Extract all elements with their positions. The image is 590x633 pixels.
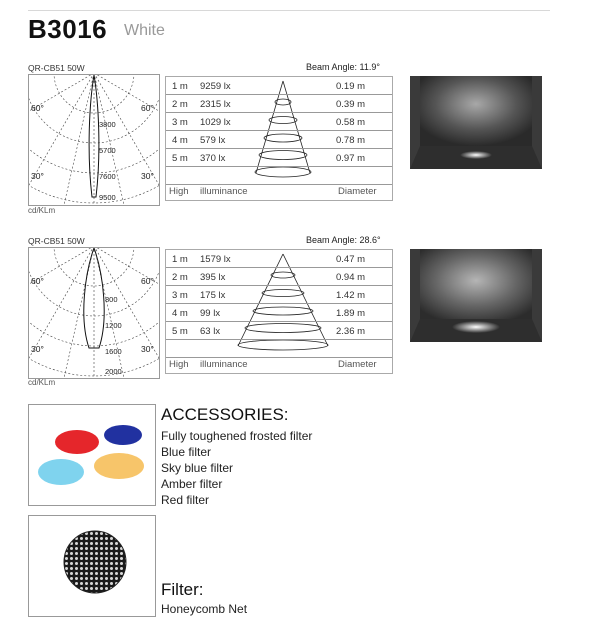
model-number: B3016: [28, 14, 108, 44]
diameter-value: 1.42 m: [336, 290, 366, 301]
finish-color: White: [124, 22, 165, 39]
filter-name: Honeycomb Net: [161, 602, 248, 616]
beam-angle: Beam Angle: 11.9°: [306, 62, 380, 72]
ring-label: 1600: [105, 347, 122, 356]
illuminance-value: 99 lx: [200, 308, 221, 319]
distance: 2 m: [172, 272, 188, 283]
diameter-value: 0.47 m: [336, 254, 366, 265]
polar-curve-graphic: [29, 248, 159, 378]
list-item: Sky blue filter: [161, 461, 234, 475]
row-rule: [166, 130, 392, 131]
list-item: Red filter: [161, 493, 210, 507]
row-rule: [166, 166, 392, 167]
row-rule: [166, 112, 392, 113]
angle-label-left-60: 60°: [31, 103, 44, 113]
illuminance-table: [165, 249, 393, 374]
angle-label-left-30: 30°: [31, 344, 44, 354]
distance: 1 m: [172, 254, 188, 265]
distance: 4 m: [172, 308, 188, 319]
footer-diameter: Diameter: [338, 359, 377, 370]
light-effect-photo: [410, 249, 542, 342]
diameter-value: 0.97 m: [336, 153, 366, 164]
angle-label-right-30: 30°: [141, 171, 154, 181]
diameter-value: 2.36 m: [336, 326, 366, 337]
amber-filter-swatch: [94, 453, 144, 479]
ring-label: 1200: [105, 321, 122, 330]
angle-label-left-60: 60°: [31, 276, 44, 286]
footer-high: High: [169, 359, 189, 370]
row-rule: [166, 184, 392, 185]
illuminance-value: 175 lx: [200, 290, 226, 301]
polar-curve-graphic: [29, 75, 159, 205]
illuminance-value: 2315 lx: [200, 99, 231, 110]
illuminance-value: 579 lx: [200, 135, 226, 146]
angle-label-left-30: 30°: [31, 171, 44, 181]
ring-label: 2000: [105, 367, 122, 376]
red-filter-swatch: [55, 430, 99, 454]
ring-label: 3800: [99, 120, 116, 129]
angle-label-right-60: 60°: [141, 103, 154, 113]
distance: 3 m: [172, 290, 188, 301]
diameter-value: 0.94 m: [336, 272, 366, 283]
polar-diagram: [28, 74, 160, 206]
diameter-value: 1.89 m: [336, 308, 366, 319]
intensity-unit: cd/KLm: [28, 378, 56, 387]
distance: 5 m: [172, 326, 188, 337]
illuminance-table: [165, 76, 393, 201]
illuminance-value: 63 lx: [200, 326, 221, 337]
illuminance-value: 395 lx: [200, 272, 226, 283]
ring-label: 7600: [99, 172, 116, 181]
row-rule: [166, 339, 392, 340]
distance: 1 m: [172, 81, 188, 92]
row-rule: [166, 267, 392, 268]
illuminance-value: 1579 lx: [200, 254, 231, 265]
distance: 2 m: [172, 99, 188, 110]
accessories-title: ACCESSORIES:: [161, 405, 289, 424]
illuminance-value: 370 lx: [200, 153, 226, 164]
ring-label: 800: [105, 295, 118, 304]
distance: 3 m: [172, 117, 188, 128]
accessories-list: [161, 428, 312, 508]
footer-diameter: Diameter: [338, 186, 377, 197]
footer-illuminance: illuminance: [200, 186, 248, 197]
polar-diagram: [28, 247, 160, 379]
diameter-value: 0.78 m: [336, 135, 366, 146]
diameter-value: 0.19 m: [336, 81, 366, 92]
list-item: Blue filter: [161, 445, 212, 459]
list-item: Fully toughened frosted filter: [161, 429, 313, 443]
beam-angle: Beam Angle: 28.6°: [306, 235, 381, 245]
illuminance-value: 9259 lx: [200, 81, 231, 92]
blue-filter-swatch: [104, 425, 142, 445]
honeycomb-net-image: [28, 515, 156, 617]
lamp-type: QR-CB51 50W: [28, 63, 85, 73]
distance: 4 m: [172, 135, 188, 146]
header-rule: [28, 10, 550, 11]
row-rule: [166, 321, 392, 322]
light-effect-photo: [410, 76, 542, 169]
ring-label: 5700: [99, 146, 116, 155]
row-rule: [166, 94, 392, 95]
sky-blue-filter-swatch: [38, 459, 84, 485]
list-item: Amber filter: [161, 477, 223, 491]
beam-photo-graphic: [410, 76, 542, 169]
beam-photo-graphic: [410, 249, 542, 342]
color-filters-graphic: [29, 405, 155, 505]
filter-title: Filter:: [161, 580, 204, 599]
row-rule: [166, 357, 392, 358]
angle-label-right-60: 60°: [141, 276, 154, 286]
intensity-unit: cd/KLm: [28, 206, 56, 215]
illuminance-value: 1029 lx: [200, 117, 231, 128]
distance: 5 m: [172, 153, 188, 164]
diameter-value: 0.39 m: [336, 99, 366, 110]
footer-illuminance: illuminance: [200, 359, 248, 370]
accessory-filters-image: [28, 404, 156, 506]
lamp-type: QR-CB51 50W: [28, 236, 85, 246]
honeycomb-icon: [29, 516, 155, 616]
row-rule: [166, 148, 392, 149]
row-rule: [166, 285, 392, 286]
angle-label-right-30: 30°: [141, 344, 154, 354]
ring-label: 9500: [99, 193, 116, 202]
diameter-value: 0.58 m: [336, 117, 366, 128]
footer-high: High: [169, 186, 189, 197]
row-rule: [166, 303, 392, 304]
